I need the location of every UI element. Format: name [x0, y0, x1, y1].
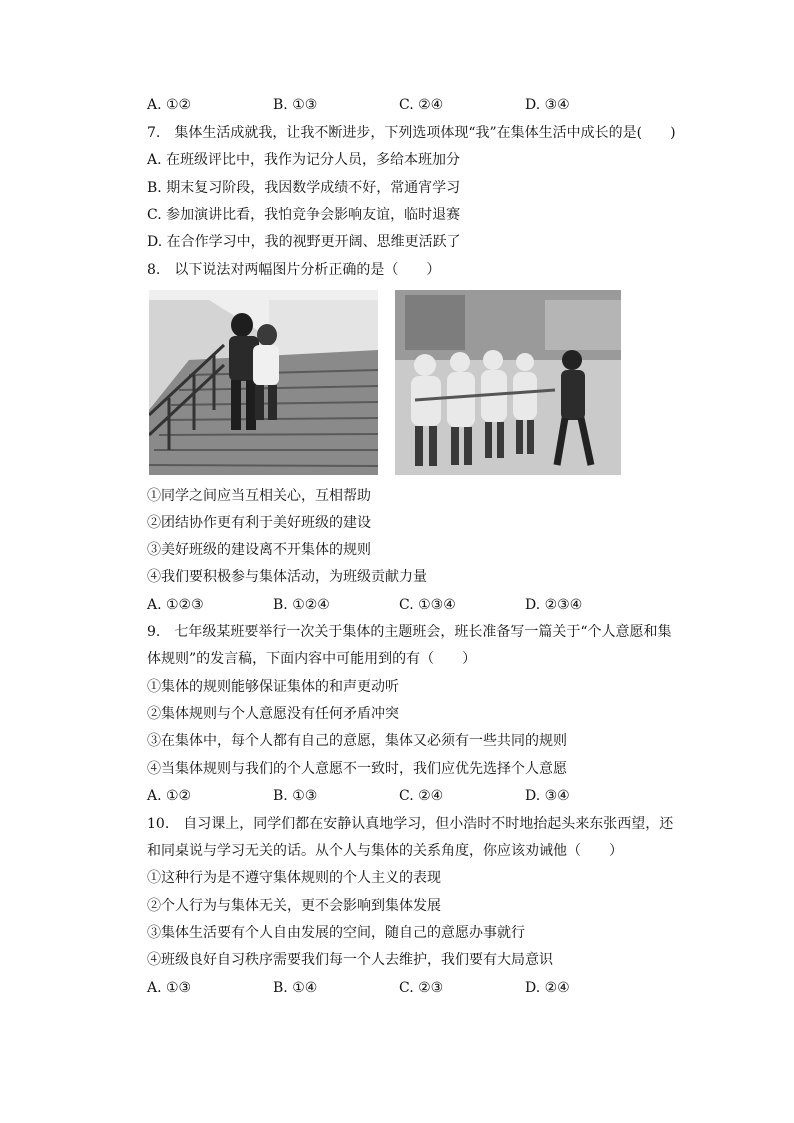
q6-options: [147, 95, 667, 115]
q10-options: [147, 978, 667, 998]
option-d: D. ②③④: [525, 597, 583, 613]
q8-statement-4: ④我们要积极参与集体活动，为班级贡献力量: [147, 569, 427, 585]
q9-stem-line1: 9. 七年级某班要举行一次关于集体的主题班会，班长准备写一篇关于“个人意愿和集: [147, 624, 672, 640]
photo-stairs-helping: [149, 290, 378, 475]
option-d: D. ②④: [525, 980, 570, 996]
q10-statement-4: ④班级良好自习秩序需要我们每一个人去维护，我们要有大局意识: [147, 952, 553, 968]
option-a: A. ①②: [147, 97, 192, 113]
option-d: D. ③④: [525, 97, 570, 113]
q10-stem-line2: 和同桌说与学习无关的话。从个人与集体的关系角度，你应该劝诫他（ ）: [147, 843, 623, 859]
option-a: A. ①③: [147, 980, 192, 996]
q7-choice-b: B. 期末复习阶段，我因数学成绩不好，常通宵学习: [147, 180, 461, 196]
photo-tug-of-war: [395, 290, 621, 475]
option-a: A. ①②③: [147, 597, 204, 613]
q7-choice-c: C. 参加演讲比看，我怕竞争会影响友谊，临时退赛: [147, 207, 461, 223]
option-b: B. ①②④: [273, 597, 330, 613]
q10-statement-2: ②个人行为与集体无关，更不会影响到集体发展: [147, 898, 441, 914]
q9-statement-4: ④当集体规则与我们的个人意愿不一致时，我们应优先选择个人意愿: [147, 761, 567, 777]
option-a: A. ①②: [147, 788, 192, 804]
q9-options: [147, 786, 667, 806]
q8-statement-3: ③美好班级的建设离不开集体的规则: [147, 542, 371, 558]
q10-stem-line1: 10. 自习课上，同学们都在安静认真地学习，但小浩时不时地抬起头来东张西望，还: [147, 816, 674, 832]
q8-statement-2: ②团结协作更有利于美好班级的建设: [147, 515, 371, 531]
q8-options: [147, 595, 667, 615]
q9-statement-1: ①集体的规则能够保证集体的和声更动听: [147, 679, 399, 695]
q9-stem-line2: 体规则”的发言稿，下面内容中可能用到的有（ ）: [147, 651, 477, 667]
option-c: C. ②③: [399, 980, 444, 996]
q9-statement-2: ②集体规则与个人意愿没有任何矛盾冲突: [147, 706, 399, 722]
option-c: C. ①③④: [399, 597, 456, 613]
option-c: C. ②④: [399, 97, 444, 113]
option-b: B. ①④: [273, 980, 318, 996]
q9-statement-3: ③在集体中，每个人都有自己的意愿，集体又必须有一些共同的规则: [147, 733, 567, 749]
q7-choice-d: D. 在合作学习中，我的视野更开阔、思维更活跃了: [147, 234, 461, 250]
option-d: D. ③④: [525, 788, 570, 804]
q10-statement-1: ①这种行为是不遵守集体规则的个人主义的表现: [147, 870, 441, 886]
q7-stem: 7. 集体生活成就我，让我不断进步，下列选项体现“我”在集体生活中成长的是( ): [147, 125, 676, 141]
option-c: C. ②④: [399, 788, 444, 804]
option-b: B. ①③: [273, 97, 318, 113]
q8-statement-1: ①同学之间应当互相关心，互相帮助: [147, 488, 371, 504]
option-b: B. ①③: [273, 788, 318, 804]
q10-statement-3: ③集体生活要有个人自由发展的空间，随自己的意愿办事就行: [147, 925, 525, 941]
q7-choice-a: A. 在班级评比中，我作为记分人员，多给本班加分: [147, 152, 461, 168]
q8-stem: 8. 以下说法对两幅图片分析正确的是（ ）: [147, 262, 441, 278]
